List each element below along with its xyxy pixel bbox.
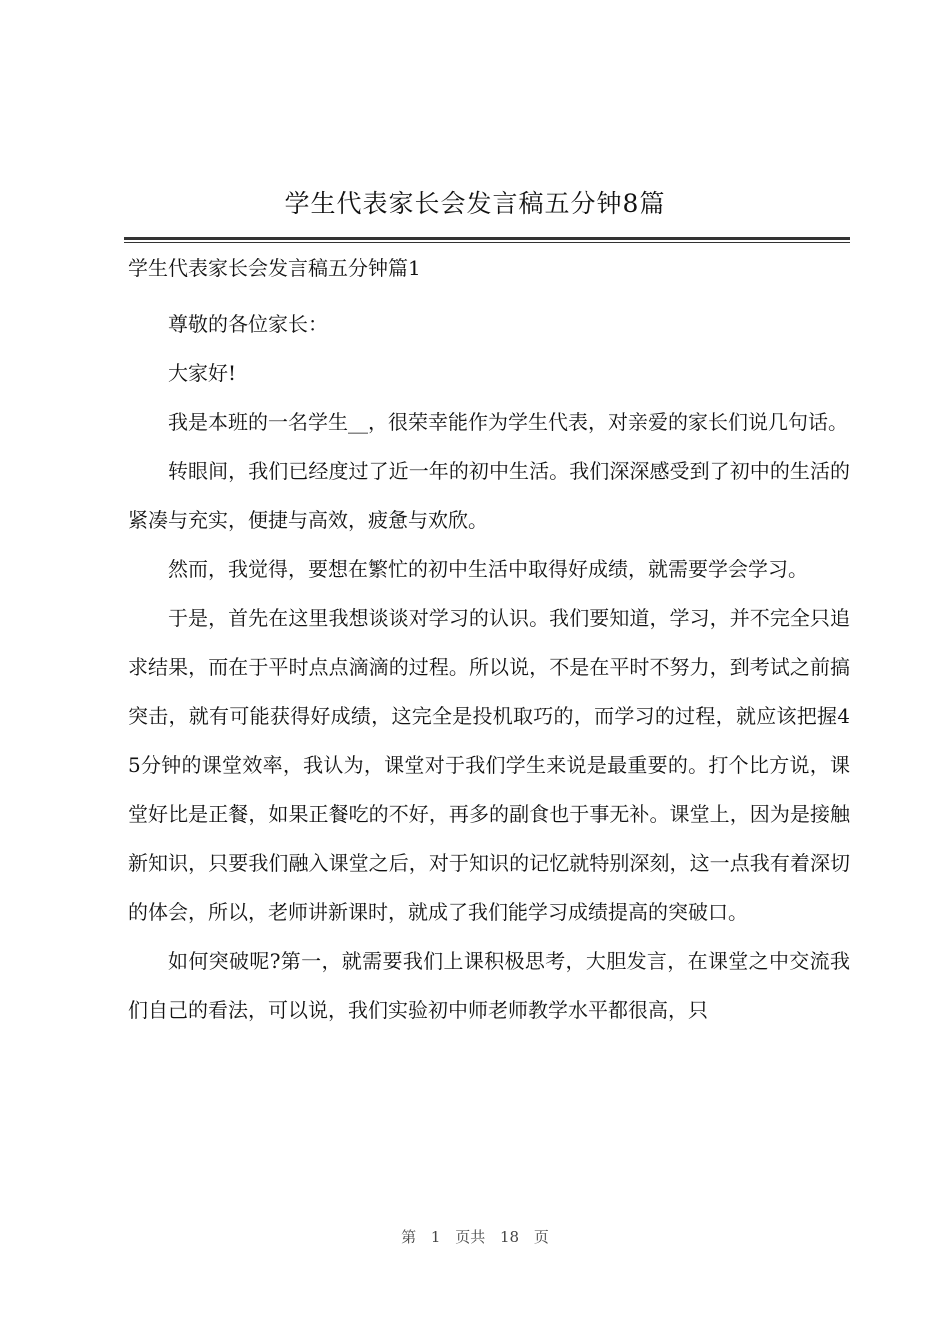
section-heading: 学生代表家长会发言稿五分钟篇1 [128,256,421,280]
paragraph-learn-to-study: 然而，我觉得，要想在繁忙的初中生活中取得好成绩，就需要学会学习。 [168,557,808,581]
paragraph-breakthrough: 如何突破呢?第一，就需要我们上课积极思考，大胆发言，在课堂之中交流我们自己的看法，可以说，我们实验初中师老师教学水平都很高，只 [128,949,850,1022]
paragraph-junior-high-life: 转眼间，我们已经度过了近一年的初中生活。我们深深感受到了初中的生活的紧凑与充实，便捷与高效，疲惫与欢欣。 [128,459,850,532]
page-footer: 第 1 页共 18 页 [401,1228,549,1246]
document-body [128,250,850,1035]
paragraph-study-understanding: 于是，首先在这里我想谈谈对学习的认识。我们要知道，学习，并不完全只追求结果，而在于平时点点滴滴的过程。所以说，不是在平时不努力，到考试之前搞突击，就有可能获得好成绩，这完全是投机取巧的，而学习的过程，就应该把握45分钟的课堂效率，我认为，课堂对于我们学生来说是最重要的。打个比方说，课堂好比是正餐，如果正餐吃的不好，再多的副食也于事无补。课堂上，因为是接触新知识，只要我们融入课堂之后，对于知识的记忆就特别深刻，这一点我有着深切的体会，所以，老师讲新课时，就成了我们能学习成绩提高的突破口。 [128,606,850,924]
title-divider-thin [124,242,850,243]
paragraph-greeting: 大家好! [168,361,237,385]
paragraph-salutation: 尊敬的各位家长： [168,312,328,336]
document-title: 学生代表家长会发言稿五分钟8篇 [284,189,666,218]
title-divider-thick [124,237,850,240]
paragraph-introduction: 我是本班的一名学生__，很荣幸能作为学生代表，对亲爱的家长们说几句话。 [168,410,848,434]
